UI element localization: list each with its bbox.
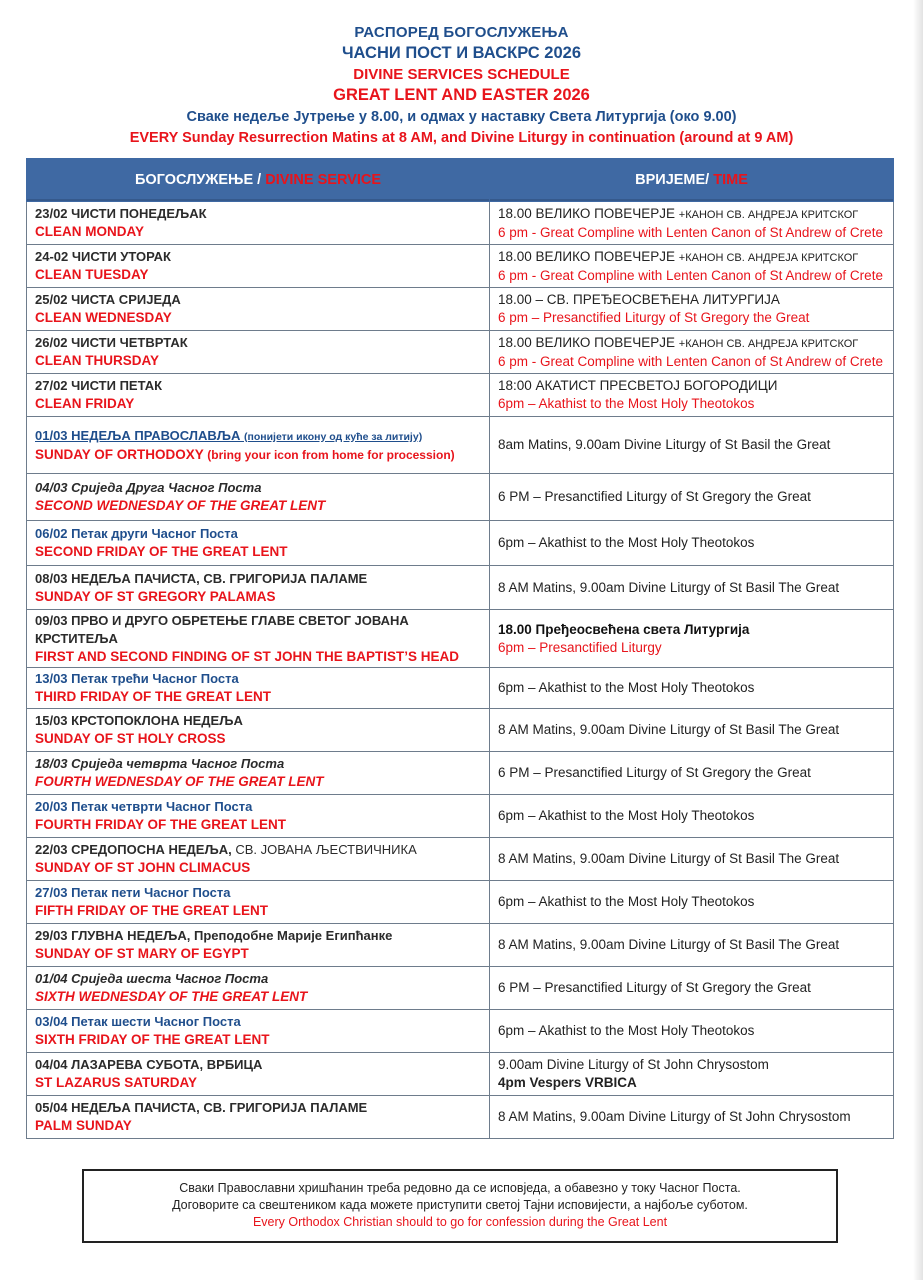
time-en-liturgy: 9.00am Divine Liturgy of St John Chrysostom <box>498 1057 769 1072</box>
time-cell <box>490 245 894 288</box>
time-sr: 18.00 Пређеосвећена света Литургија <box>498 621 750 637</box>
service-date-sr: 25/02 ЧИСТА СРИЈЕДА <box>35 292 181 307</box>
notice-serbian-line-1: Сваки Православни хришћанин треба редовно да се исповједа, а обавезно у току Часног Поста. <box>179 1181 741 1195</box>
service-date-sr-line-1: 09/03 ПРВО И ДРУГО ОБРЕТЕЊЕ ГЛАВЕ СВЕТОГ ЈОВАНА <box>35 612 409 628</box>
table-row <box>27 202 894 245</box>
time-cell <box>490 709 894 752</box>
time-en: 6pm – Akathist to the Most Holy Theotokos <box>498 535 755 550</box>
service-date-sr-note: (понијети икону од куће за литију) <box>243 430 423 443</box>
service-date-sr: 06/02 Петак други Часног Поста <box>35 526 238 541</box>
time-sr: 18:00 АКАТИСТ ПРЕСВЕТОЈ БОГОРОДИЦИ <box>498 378 778 393</box>
schedule-header <box>0 22 923 149</box>
time-en: 6 PM – Presanctified Liturgy of St Gregory the Great <box>498 489 811 504</box>
service-cell <box>27 331 490 374</box>
table-header-row <box>27 159 894 202</box>
service-cell <box>27 417 490 474</box>
service-name-en: SIXTH WEDNESDAY OF THE GREAT LENT <box>35 989 308 1004</box>
confession-notice-box <box>82 1169 838 1243</box>
column-header-service-sr: БОГОСЛУЖЕЊЕ / <box>134 172 266 188</box>
time-en: 6 PM – Presanctified Liturgy of St Gregory the Great <box>498 765 811 780</box>
time-en: 6 pm – Presanctified Liturgy of St Gregory the Great <box>498 310 810 325</box>
title-serbian-line-2: ЧАСНИ ПОСТ И ВАСКРС 2026 <box>341 44 582 62</box>
service-name-en <box>35 446 481 464</box>
time-cell <box>490 668 894 709</box>
service-name-en: CLEAN MONDAY <box>35 224 145 239</box>
service-name-en: SUNDAY OF ST JOHN CLIMACUS <box>35 860 251 875</box>
time-en: 8am Matins, 9.00am Divine Liturgy of St Basil the Great <box>498 437 831 452</box>
time-en: 8 AM Matins, 9.00am Divine Liturgy of St John Chrysostom <box>498 1109 851 1124</box>
time-sr <box>498 334 885 353</box>
service-cell <box>27 610 490 668</box>
table-row <box>27 1010 894 1053</box>
service-date-sr: 13/03 Петак трећи Часног Поста <box>35 671 239 686</box>
service-name-en: SUNDAY OF ST MARY OF EGYPT <box>35 946 249 961</box>
time-en: 6pm – Akathist to the Most Holy Theotokos <box>498 680 755 695</box>
time-cell <box>490 202 894 245</box>
time-en-vespers: 4pm Vespers VRBICA <box>498 1075 637 1090</box>
time-cell <box>490 331 894 374</box>
service-cell <box>27 668 490 709</box>
time-cell <box>490 374 894 417</box>
title-english-line-2: GREAT LENT AND EASTER 2026 <box>333 86 590 104</box>
sunday-note-english: EVERY Sunday Resurrection Matins at 8 AM, and Divine Liturgy in continuation (around at 9 AM) <box>129 130 794 146</box>
service-name-en-note: (bring your icon from home for procession) <box>207 447 455 462</box>
table-row <box>27 474 894 521</box>
time-en: 6pm – Akathist to the Most Holy Theotokos <box>498 894 755 909</box>
time-cell <box>490 474 894 521</box>
service-date-sr: 05/04 НЕДЕЉА ПАЧИСТА, СВ. ГРИГОРИЈА ПАЛАМЕ <box>35 1100 368 1115</box>
time-cell <box>490 417 894 474</box>
service-name-en: SECOND FRIDAY OF THE GREAT LENT <box>35 544 288 559</box>
column-header-time-sr: ВРИЈЕМЕ/ <box>635 172 714 188</box>
time-cell <box>490 924 894 967</box>
time-en: 6 pm - Great Compline with Lenten Canon of St Andrew of Crete <box>498 353 883 369</box>
time-en: 6 PM – Presanctified Liturgy of St Gregory the Great <box>498 980 811 995</box>
service-date-sr: 27/03 Петак пети Часног Поста <box>35 885 231 900</box>
service-date-sr: 01/04 Сриједа шеста Часног Поста <box>35 971 269 986</box>
time-cell <box>490 1096 894 1139</box>
service-name-en: CLEAN THURSDAY <box>35 353 160 368</box>
service-name-en: FOURTH FRIDAY OF THE GREAT LENT <box>35 817 287 832</box>
title-serbian-line-1: РАСПОРЕД БОГОСЛУЖЕЊА <box>354 24 569 41</box>
service-cell <box>27 474 490 521</box>
time-en: 8 AM Matins, 9.00am Divine Liturgy of St Basil The Great <box>498 937 840 952</box>
table-row <box>27 881 894 924</box>
time-en: 8 AM Matins, 9.00am Divine Liturgy of St Basil The Great <box>498 722 840 737</box>
column-header-service-en: DIVINE SERVICE <box>265 172 382 188</box>
sunday-note-serbian: Сваке недеље Јутрење у 8.00, и одмах у наставку Света Литургија (око 9.00) <box>186 109 737 125</box>
time-sr: 18.00 – СВ. ПРЕЂЕОСВЕЋЕНА ЛИТУРГИЈА <box>498 292 780 307</box>
time-cell <box>490 521 894 566</box>
service-name-en: CLEAN FRIDAY <box>35 396 135 411</box>
table-row <box>27 374 894 417</box>
service-date-sr-main: 22/03 СРЕДОПОСНА НЕДЕЉА, <box>35 842 236 857</box>
table-row <box>27 967 894 1010</box>
table-row <box>27 924 894 967</box>
service-date-sr: 27/02 ЧИСТИ ПЕТАК <box>35 378 163 393</box>
table-row <box>27 752 894 795</box>
service-date-sr <box>35 841 481 859</box>
service-name-en: ST LAZARUS SATURDAY <box>35 1075 198 1090</box>
time-cell <box>490 566 894 610</box>
service-cell <box>27 521 490 566</box>
time-sr-main: 18.00 ВЕЛИКО ПОВЕЧЕРЈЕ <box>498 248 679 264</box>
time-cell <box>490 1010 894 1053</box>
time-cell <box>490 1053 894 1096</box>
table-row <box>27 668 894 709</box>
column-header-time <box>490 159 894 202</box>
table-row <box>27 521 894 566</box>
service-cell <box>27 838 490 881</box>
time-sr-main: 18.00 ВЕЛИКО ПОВЕЧЕРЈЕ <box>498 334 679 350</box>
service-name-en: FOURTH WEDNESDAY OF THE GREAT LENT <box>35 774 324 789</box>
service-date-sr: 04/04 ЛАЗАРЕВА СУБОТА, ВРБИЦА <box>35 1057 263 1072</box>
table-row <box>27 417 894 474</box>
time-en: 8 AM Matins, 9.00am Divine Liturgy of St Basil The Great <box>498 851 840 866</box>
service-date-sr: 26/02 ЧИСТИ ЧЕТВРТАК <box>35 335 188 350</box>
service-date-sr: 15/03 КРСТОПОКЛОНА НЕДЕЉА <box>35 713 243 728</box>
service-date-sr-saint: СВ. ЈОВАНА ЉЕСТВИЧНИКА <box>235 842 417 857</box>
time-sr-canon: +КАНОН СВ. АНДРЕЈА КРИТСКОГ <box>678 208 859 221</box>
service-date-sr: 03/04 Петак шести Часног Поста <box>35 1014 241 1029</box>
service-date-sr-main: 01/03 НЕДЕЉА ПРАВОСЛАВЉА <box>35 427 244 443</box>
column-header-time-en: TIME <box>713 172 748 188</box>
time-en: 8 AM Matins, 9.00am Divine Liturgy of St Basil The Great <box>498 579 840 595</box>
table-row <box>27 709 894 752</box>
time-en: 6pm – Akathist to the Most Holy Theotokos <box>498 808 755 823</box>
time-en: 6pm – Akathist to the Most Holy Theotokos <box>498 1023 755 1038</box>
time-cell <box>490 288 894 331</box>
table-row <box>27 245 894 288</box>
time-en: 6pm – Presanctified Liturgy <box>498 639 662 655</box>
service-date-sr: 29/03 ГЛУВНА НЕДЕЉА, Преподобне Марије Египћанке <box>35 928 393 943</box>
service-cell <box>27 752 490 795</box>
time-sr <box>498 248 885 267</box>
service-name-en-main: SUNDAY OF ORTHODOXY <box>35 446 208 462</box>
service-name-en: SECOND WEDNESDAY OF THE GREAT LENT <box>35 498 326 513</box>
service-cell <box>27 881 490 924</box>
title-english-line-1: DIVINE SERVICES SCHEDULE <box>353 66 570 83</box>
time-en: 6pm – Akathist to the Most Holy Theotokos <box>498 396 755 411</box>
service-date-sr-line-2: КРСТИТЕЉА <box>35 630 118 646</box>
table-row <box>27 1096 894 1139</box>
service-cell <box>27 288 490 331</box>
time-sr-canon: +КАНОН СВ. АНДРЕЈА КРИТСКОГ <box>678 251 859 264</box>
service-date-sr: 24-02 ЧИСТИ УТОРАК <box>35 249 171 264</box>
service-name-en: CLEAN WEDNESDAY <box>35 310 172 325</box>
time-sr-main: 18.00 ВЕЛИКО ПОВЕЧЕРЈЕ <box>498 205 679 221</box>
table-row <box>27 566 894 610</box>
service-date-sr <box>35 427 481 446</box>
service-cell <box>27 374 490 417</box>
time-cell <box>490 967 894 1010</box>
time-en: 6 pm - Great Compline with Lenten Canon of St Andrew of Crete <box>498 267 883 283</box>
service-date-sr: 04/03 Сриједа Друга Часног Поста <box>35 480 262 495</box>
time-sr <box>498 205 885 224</box>
time-cell <box>490 752 894 795</box>
time-cell <box>490 838 894 881</box>
service-cell <box>27 709 490 752</box>
notice-english-line: Every Orthodox Christian should to go for confession during the Great Lent <box>252 1215 668 1229</box>
service-cell <box>27 1010 490 1053</box>
time-cell <box>490 881 894 924</box>
service-name-en: SIXTH FRIDAY OF THE GREAT LENT <box>35 1032 270 1047</box>
notice-serbian-line-2: Договорите са свештеником када можете приступити светој Тајни исповијести, а најбоље суботом. <box>172 1198 748 1212</box>
table-row <box>27 331 894 374</box>
time-cell <box>490 610 894 668</box>
time-sr-canon: +КАНОН СВ. АНДРЕЈА КРИТСКОГ <box>678 337 859 350</box>
service-name-en: CLEAN TUESDAY <box>35 267 149 282</box>
page-edge-shadow <box>913 0 923 1280</box>
service-cell <box>27 202 490 245</box>
service-cell <box>27 566 490 610</box>
service-date-sr: 08/03 НЕДЕЉА ПАЧИСТА, СВ. ГРИГОРИЈА ПАЛАМЕ <box>35 570 368 586</box>
table-row <box>27 795 894 838</box>
table-row <box>27 838 894 881</box>
service-name-en: THIRD FRIDAY OF THE GREAT LENT <box>35 689 272 704</box>
column-header-service <box>27 159 490 202</box>
service-date-sr: 18/03 Сриједа четврта Часног Поста <box>35 756 285 771</box>
time-en: 6 pm - Great Compline with Lenten Canon of St Andrew of Crete <box>498 224 883 240</box>
service-cell <box>27 1053 490 1096</box>
time-cell <box>490 795 894 838</box>
service-date-sr: 23/02 ЧИСТИ ПОНЕДЕЉАК <box>35 206 207 221</box>
table-row <box>27 288 894 331</box>
table-row <box>27 610 894 668</box>
service-name-en: FIFTH FRIDAY OF THE GREAT LENT <box>35 903 269 918</box>
service-cell <box>27 924 490 967</box>
service-cell <box>27 795 490 838</box>
service-cell <box>27 1096 490 1139</box>
service-name-en: SUNDAY OF ST HOLY CROSS <box>35 731 226 746</box>
service-name-en: FIRST AND SECOND FINDING OF ST JOHN THE BAPTIST’S HEAD <box>35 648 460 664</box>
table-row <box>27 1053 894 1096</box>
schedule-table <box>26 158 894 1139</box>
service-name-en: SUNDAY OF ST GREGORY PALAMAS <box>35 588 276 604</box>
service-cell <box>27 967 490 1010</box>
service-cell <box>27 245 490 288</box>
service-date-sr: 20/03 Петак четврти Часног Поста <box>35 799 253 814</box>
service-name-en: PALM SUNDAY <box>35 1118 132 1133</box>
